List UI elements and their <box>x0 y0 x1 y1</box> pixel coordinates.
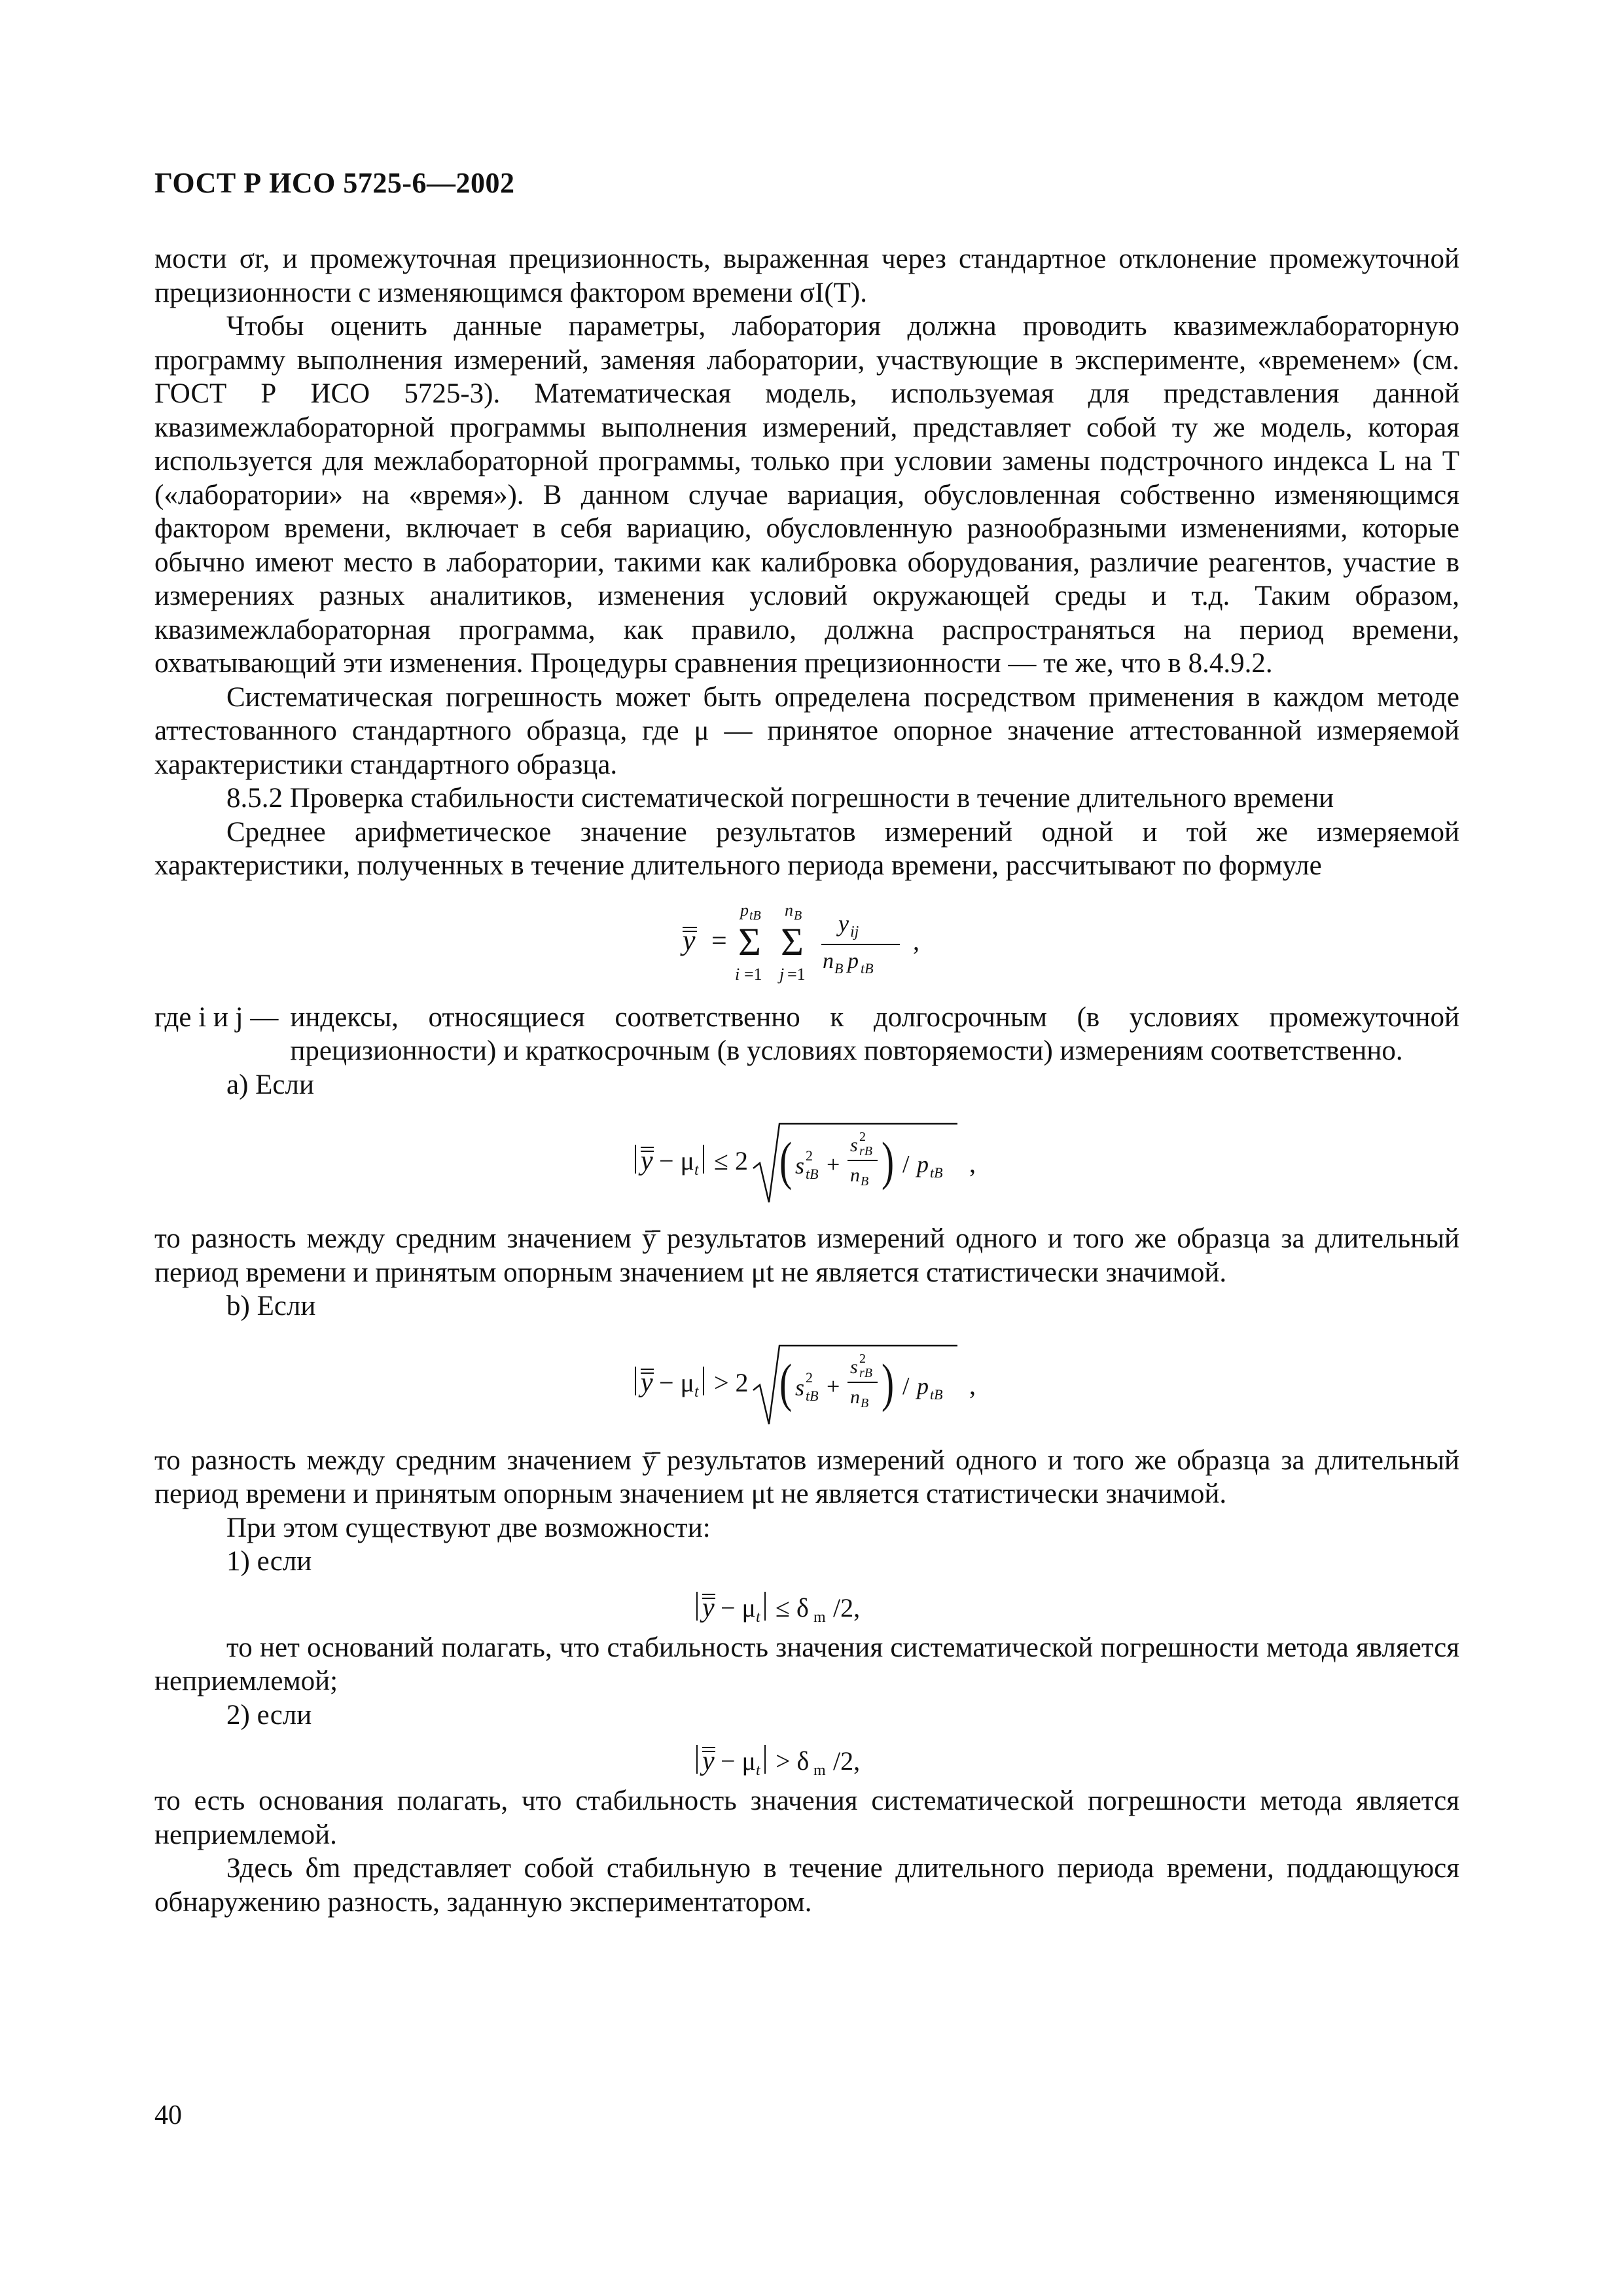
paragraph: то разность между средним значением ȳ̄ результатов измерений одного и того же образца за длительный период времени и принятым опорным значением μt не является статистически значимой. <box>154 1223 1459 1288</box>
document-header: ГОСТ Р ИСО 5725-6—2002 <box>154 167 515 199</box>
paragraph: Систематическая погрешность может быть определена посредством применения в каждом методе аттестованного стандартного образца, где μ — принятое опорное значение аттестованной измеряемой характеристики стандартного образца. <box>154 681 1459 780</box>
svg-text:,: , <box>969 1149 976 1178</box>
svg-text:=1: =1 <box>787 964 806 984</box>
svg-text:s: s <box>850 1134 858 1156</box>
formula-2-graphic <box>676 1732 938 1784</box>
svg-text:tB: tB <box>861 960 874 977</box>
paragraph: то нет оснований полагать, что стабильность значения систематической погрешности метода является неприемлемой; <box>154 1632 1459 1696</box>
svg-text:2: 2 <box>859 1130 866 1144</box>
svg-text:n: n <box>823 948 834 973</box>
svg-text:Σ: Σ <box>781 920 804 963</box>
svg-text:s: s <box>795 1153 805 1179</box>
svg-text:B: B <box>794 908 802 923</box>
where-body: индексы, относящиеся соответственно к долгосрочным (в условиях промежуточной прецизионности) и краткосрочным (в условиях повторяемости) измерениям соответственно. <box>290 1001 1459 1066</box>
svg-text:m: m <box>813 1762 826 1779</box>
svg-text:rB: rB <box>859 1144 872 1158</box>
svg-text:t: t <box>756 1608 760 1626</box>
svg-text:p: p <box>847 948 859 973</box>
svg-text:2: 2 <box>806 1369 813 1386</box>
case-2-label: 2) если <box>226 1699 312 1731</box>
svg-text:i: i <box>735 964 740 984</box>
svg-text:s: s <box>850 1355 858 1378</box>
svg-text:≤ 2: ≤ 2 <box>714 1146 748 1175</box>
paragraph: Здесь δm представляет собой стабильную в течение длительного периода времени, поддающуюся обнаружению разность, заданную экспериментатором. <box>154 1853 1459 1918</box>
svg-text:y: y <box>641 1146 653 1176</box>
svg-text:t: t <box>756 1762 760 1779</box>
formula-b-graphic <box>604 1333 1010 1431</box>
svg-text:p: p <box>740 900 749 920</box>
svg-text:/2,: /2, <box>833 1746 861 1776</box>
formula-a-graphic <box>604 1111 1010 1209</box>
formula-a <box>154 1111 1459 1209</box>
svg-text:,: , <box>969 1370 976 1400</box>
svg-text:B: B <box>861 1174 869 1189</box>
paragraph: мости σr, и промежуточная прецизионность, выраженная через стандартное отклонение промежуточной прецизионности с изменяющимся фактором времени σI(T). <box>154 243 1459 308</box>
svg-text:tB: tB <box>749 908 761 923</box>
svg-text:tB: tB <box>930 1386 943 1403</box>
section-heading: 8.5.2 Проверка стабильности систематической погрешности в течение длительного времени <box>226 783 1334 814</box>
svg-text:y: y <box>702 1746 715 1776</box>
formula-b <box>154 1333 1459 1431</box>
formula-mean-graphic <box>656 889 957 988</box>
svg-text:tB: tB <box>806 1387 819 1404</box>
svg-text:t: t <box>694 1383 699 1401</box>
paragraph: При этом существуют две возможности: <box>226 1512 711 1543</box>
svg-text:(: ( <box>779 1353 793 1413</box>
formula-1 <box>154 1579 1459 1631</box>
svg-text:s: s <box>795 1374 805 1401</box>
svg-text:tB: tB <box>806 1166 819 1182</box>
page-body <box>154 242 1459 1919</box>
svg-text:n: n <box>850 1164 860 1186</box>
svg-text:2: 2 <box>806 1147 813 1164</box>
where-label: где i и j — <box>154 1001 279 1033</box>
svg-text:rB: rB <box>859 1365 872 1380</box>
svg-text:p: p <box>917 1372 929 1399</box>
svg-text:/2,: /2, <box>833 1592 861 1623</box>
svg-text:t: t <box>694 1162 699 1179</box>
svg-text:y: y <box>641 1367 653 1398</box>
formula-2 <box>154 1732 1459 1784</box>
case-b-label: b) Если <box>226 1291 316 1321</box>
svg-text:n: n <box>850 1386 860 1408</box>
svg-text:Σ: Σ <box>738 920 761 963</box>
case-1-label: 1) если <box>226 1546 312 1577</box>
svg-text:> δ: > δ <box>776 1746 810 1776</box>
svg-text:− μ: − μ <box>659 1367 695 1397</box>
svg-text:p: p <box>917 1151 929 1177</box>
svg-text:− μ: − μ <box>721 1746 757 1776</box>
svg-text:): ) <box>882 1132 895 1191</box>
svg-text:n: n <box>785 900 793 920</box>
paragraph: Среднее арифметическое значение результатов измерений одной и той же измеряемой характеристики, полученных в течение длительного периода времени, рассчитывают по формуле <box>154 816 1459 881</box>
svg-text:≤ δ: ≤ δ <box>776 1592 809 1623</box>
svg-text:): ) <box>882 1353 895 1413</box>
svg-text:> 2: > 2 <box>714 1367 749 1397</box>
svg-text:− μ: − μ <box>659 1146 695 1175</box>
svg-text:ij: ij <box>850 923 859 941</box>
svg-text:− μ: − μ <box>721 1592 757 1623</box>
formula-1-graphic <box>676 1579 938 1631</box>
svg-text:y: y <box>683 924 696 956</box>
svg-text:tB: tB <box>930 1164 943 1181</box>
case-a-label: a) Если <box>226 1069 314 1100</box>
svg-text:B: B <box>834 960 844 977</box>
formula-mean <box>154 889 1459 988</box>
paragraph: Чтобы оценить данные параметры, лаборатория должна проводить квазимежлабораторную программу выполнения измерений, заменяя лаборатории, участвующие в эксперименте, «временем» (см. ГОСТ Р ИСО 5725-3). Математическая модель, используемая для представления данной квазимежлабораторной программы выполнения измерений, представляет собой ту же модель, которая используется для межлабораторной программы, только при условии замены подстрочного индекса L на T («лаборатории» на «время»). В данном случае вариация, обусловленная собственно изменяющимся фактором времени, включает в себя вариацию, обусловленную разнообразными изменениями, которые обычно имеют место в лаборатории, такими как калибровка оборудования, различие реагентов, участие в измерениях разных аналитиков, изменения условий окружающей среды и т.д. Таким образом, квазимежлабораторная программа, как правило, должна распространяться на период времени, охватывающий эти изменения. Процедуры сравнения прецизионности — те же, что в 8.4.9.2. <box>154 311 1459 679</box>
svg-text:/: / <box>902 1372 910 1400</box>
paragraph: то разность между средним значением ȳ̄ результатов измерений одного и того же образца за длительный период времени и принятым опорным значением μt не является статистически значимой. <box>154 1444 1459 1509</box>
svg-text:+: + <box>827 1372 840 1399</box>
svg-text:2: 2 <box>859 1351 866 1366</box>
svg-text:y: y <box>702 1592 715 1623</box>
svg-text:m: m <box>813 1608 826 1626</box>
page-number: 40 <box>154 2100 182 2130</box>
svg-text:B: B <box>861 1395 869 1410</box>
svg-text:y: y <box>838 910 849 937</box>
svg-text:+: + <box>827 1151 840 1177</box>
paragraph: то есть основания полагать, что стабильность значения систематической погрешности метода является неприемлемой. <box>154 1785 1459 1850</box>
svg-text:,: , <box>913 925 919 956</box>
where-clause <box>154 1001 1459 1068</box>
svg-text:/: / <box>902 1151 910 1178</box>
svg-text:(: ( <box>779 1132 793 1191</box>
svg-text:=1: =1 <box>744 964 762 984</box>
svg-text:j: j <box>779 964 785 984</box>
svg-text:=: = <box>711 925 727 956</box>
